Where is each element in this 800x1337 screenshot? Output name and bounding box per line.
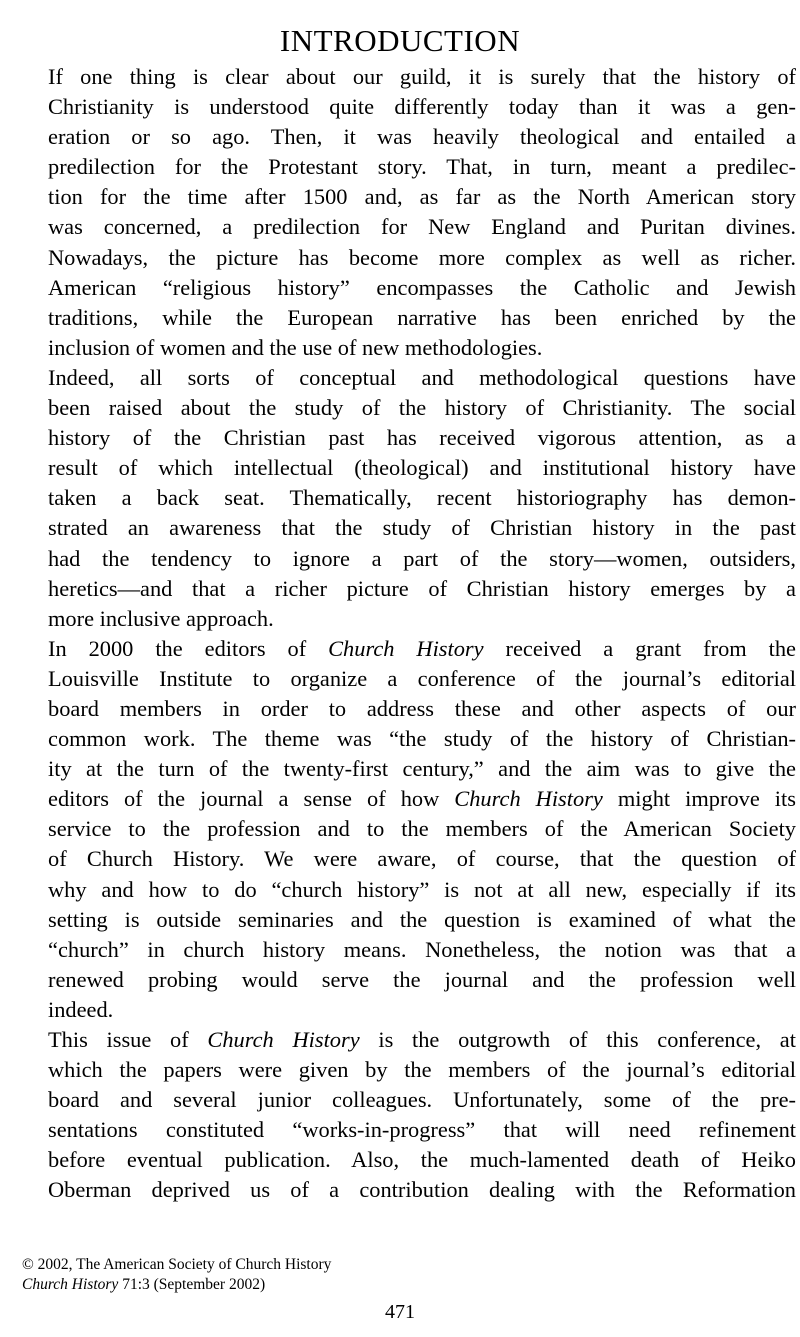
text-line: was concerned, a predilection for New England and Puritan divines. bbox=[48, 214, 796, 240]
text-run: This issue of bbox=[48, 1027, 208, 1052]
text-line: taken a back seat. Thematically, recent historiography has demon- bbox=[48, 485, 796, 511]
text-line: result of which intellectual (theological) and institutional history have bbox=[48, 455, 796, 481]
issue-line bbox=[22, 1275, 622, 1295]
text-line bbox=[22, 634, 796, 664]
text-line: strated an awareness that the study of Christian history in the past bbox=[48, 515, 796, 541]
text-line: had the tendency to ignore a part of the story—women, outsiders, bbox=[48, 545, 796, 571]
text-line: history of the Christian past has received vigorous attention, as a bbox=[48, 425, 796, 451]
text-line: eration or so ago. Then, it was heavily theological and entailed a bbox=[48, 124, 796, 150]
text-line: sentations constituted “works-in-progress” that will need refinement bbox=[48, 1117, 796, 1143]
article-body bbox=[22, 62, 796, 1206]
text-line: service to the profession and to the members of the American Society bbox=[48, 816, 796, 842]
text-line: renewed probing would serve the journal and the profession well bbox=[48, 966, 796, 992]
text-run: is the outgrowth of this conference, at bbox=[359, 1027, 796, 1052]
text-line: board members in order to address these and other aspects of our bbox=[48, 695, 796, 721]
text-line bbox=[22, 784, 796, 814]
journal-title-italic: Church History bbox=[454, 786, 603, 812]
issue-number: 71:3 (September 2002) bbox=[118, 1275, 266, 1293]
text-line: If one thing is clear about our guild, it is surely that the history of bbox=[48, 64, 796, 89]
journal-title-italic: Church History bbox=[328, 635, 484, 661]
text-line: Christianity is understood quite differently today than it was a gen- bbox=[48, 94, 796, 120]
text-line: why and how to do “church history” is not at all new, especially if its bbox=[48, 876, 796, 902]
text-line: American “religious history” encompasses the Catholic and Jewish bbox=[48, 274, 796, 300]
copyright-block bbox=[22, 1255, 622, 1294]
text-run: editors of the journal a sense of how bbox=[48, 786, 455, 812]
text-run: might improve its bbox=[602, 786, 796, 812]
text-line: been raised about the study of the history of Christianity. The social bbox=[48, 395, 796, 421]
text-line: heretics—and that a richer picture of Christian history emerges by a bbox=[48, 575, 796, 601]
text-line: setting is outside seminaries and the question is examined of what the bbox=[48, 906, 796, 932]
paragraph-4 bbox=[22, 1025, 796, 1206]
text-line: inclusion of women and the use of new methodologies. bbox=[48, 334, 543, 360]
text-line: which the papers were given by the members of the journal’s editorial bbox=[48, 1057, 796, 1083]
text-line bbox=[22, 1025, 796, 1055]
text-line: of Church History. We were aware, of course, that the question of bbox=[48, 846, 796, 872]
text-line: traditions, while the European narrative has been enriched by the bbox=[48, 304, 796, 330]
copyright-line: © 2002, The American Society of Church History bbox=[22, 1256, 332, 1273]
text-line: Oberman deprived us of a contribution dealing with the Reformation bbox=[48, 1177, 796, 1203]
text-line: Louisville Institute to organize a conference of the journal’s editorial bbox=[48, 665, 796, 691]
text-line: predilection for the Protestant story. That, in turn, meant a predilec- bbox=[48, 154, 796, 180]
text-line: tion for the time after 1500 and, as far as the North American story bbox=[48, 184, 796, 210]
journal-title-italic: Church History bbox=[207, 1027, 360, 1052]
text-run: received a grant from the bbox=[483, 635, 796, 661]
text-line: ity at the turn of the twenty-first century,” and the aim was to give the bbox=[48, 756, 796, 782]
paragraph-2 bbox=[22, 363, 796, 634]
text-line: more inclusive approach. bbox=[48, 605, 274, 631]
text-line: “church” in church history means. Nonetheless, the notion was that a bbox=[48, 936, 796, 962]
page-number: 471 bbox=[385, 1301, 415, 1323]
text-line: common work. The theme was “the study of the history of Christian- bbox=[48, 726, 796, 752]
text-line: board and several junior colleagues. Unfortunately, some of the pre- bbox=[48, 1087, 796, 1113]
paragraph-1 bbox=[22, 62, 796, 363]
text-line: before eventual publication. Also, the much-lamented death of Heiko bbox=[48, 1147, 796, 1173]
text-line: Indeed, all sorts of conceptual and methodological questions have bbox=[48, 364, 796, 390]
text-line: indeed. bbox=[48, 996, 114, 1022]
paragraph-3 bbox=[22, 634, 796, 1025]
text-run: In 2000 the editors of bbox=[48, 635, 329, 661]
journal-title-italic: Church History bbox=[22, 1275, 119, 1293]
text-line: Nowadays, the picture has become more complex as well as richer. bbox=[48, 244, 796, 270]
page-title: INTRODUCTION bbox=[279, 22, 521, 58]
